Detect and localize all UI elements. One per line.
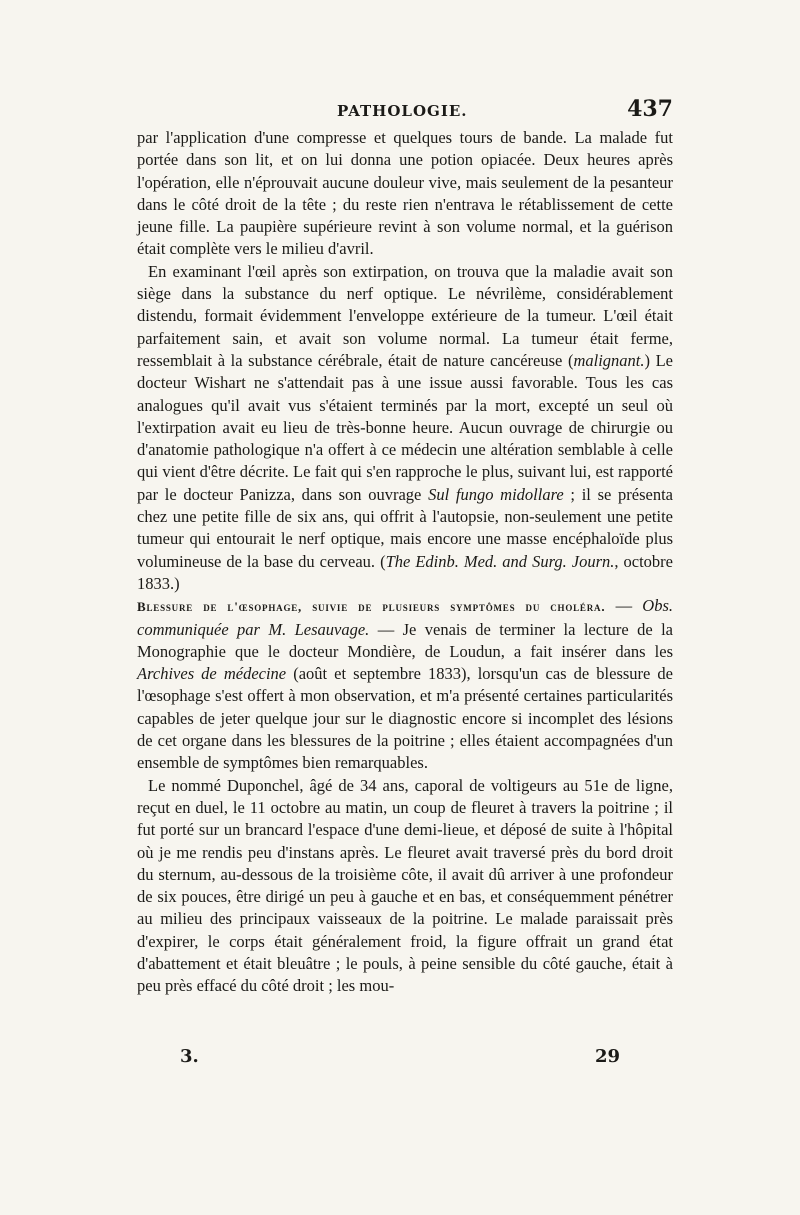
paragraph-4: Le nommé Duponchel, âgé de 34 ans, caporal de voltigeurs au 51e de ligne, reçut en duel, le 11 octobre au matin, un coup de fleuret à travers la poitrine ; il fut porté sur un brancard l'espace d'une demi-lieue, et déposé de suite à l'hôpital où je me rendis peu d'instans après. Le fleuret avait traversé près du bord droit du sternum, au-dessous de la troisième côte, il avait dû arriver à une profondeur de six pouces, être dirigé un peu à gauche et en bas, et conséquemment pénétrer au milieu des principaux vaisseaux de la poitrine. Le malade paraissait près d'expirer, le corps était généralement froid, la figure offrait un grand état d'abattement et était bleuâtre ; le pouls, à peine sensible du côté gauche, était à peu près effacé du côté droit ; les mou-: [137, 775, 673, 996]
paragraph-3: [137, 595, 673, 774]
p2-text-a: En examinant l'œil après son extirpation, on trouva que la maladie avait son siège dans la substance du nerf optique. Le névrilème, considérablement distendu, formait évidemment l'enveloppe extérieure de la tumeur. L'œil était parfaitement sain, et avait son volume normal. La tumeur était ferme, ressemblait à la substance cérébrale, était de nature cancéreuse (: [137, 261, 673, 370]
p3-text-b: (août et septembre 1833), lorsqu'un cas de blessure de l'œsophage s'est offert à mon observation, et m'a présenté certaines particularités capables de jeter quelque jour sur le diagnostic encore si incomplet des lésions de cet organe dans les blessures de la poitrine ; elles étaient accompagnées d'un ensemble de symptômes bien remarquables.: [137, 664, 673, 773]
p2-italic-malignant: malignant.: [573, 350, 645, 370]
p3-text-a: — Je venais de terminer la lecture de la Monographie que le docteur Mondière, de Loudun, a fait insérer dans les: [137, 619, 673, 661]
p2-text-b: ) Le docteur Wishart ne s'attendait pas à une issue aussi favorable. Tous les cas analogues qu'il avait vus s'étaient terminés par la mort, excepté un seul où l'extirpation avait eu lieu de très-bonne heure. Aucun ouvrage de chirurgie ou d'anatomie pathologique n'a offert à ce médecin une altération semblable à celle qui vient d'être décrite. Le fait qui s'en rapproche le plus, suivant lui, est rapporté par le docteur Panizza, dans son ouvrage: [137, 350, 674, 504]
page-footer: [180, 1046, 620, 1076]
p3-dash: —: [605, 596, 643, 616]
page-number: 437: [627, 96, 673, 122]
running-title: PATHOLOGIE.: [337, 102, 468, 120]
volume-number: 3.: [180, 1046, 199, 1067]
p2-text-c: ; il se présenta chez une petite fille de six ans, qui offrit à l'autopsie, non-seulement une petite tumeur qui entourait le nerf optique, mais encore une masse encéphaloïde plus volumineuse de la base du cerveau. (: [137, 484, 673, 571]
paragraph-2: [137, 261, 673, 595]
section-title: Blessure de l'œsophage, suivie de plusieurs symptômes du choléra.: [137, 599, 606, 615]
paragraph-1: par l'application d'une compresse et quelques tours de bande. La malade fut portée dans son lit, et on lui donna une potion opiacée. Deux heures après l'opération, elle n'éprouvait aucune douleur vive, mais seulement de la pesanteur dans le côté droit de la tête ; du reste rien n'entrava le rétablissement de cette jeune fille. La paupière supérieure revint à son volume normal, et la guérison était complète vers le milieu d'avril.: [137, 128, 673, 259]
p3-italic-obs: Obs. communiquée par M. Lesauvage.: [137, 596, 673, 639]
p2-italic-title: Sul fungo midollare: [428, 484, 564, 504]
page-header: [137, 96, 673, 130]
body-text: [137, 127, 673, 998]
p3-italic-archives: Archives de médecine: [137, 664, 287, 684]
signature-mark: 29: [594, 1046, 620, 1067]
p2-italic-journal: The Edinb. Med. and Surg. Journ.: [385, 551, 615, 571]
p2-text-d: , octobre 1833.): [137, 551, 673, 593]
